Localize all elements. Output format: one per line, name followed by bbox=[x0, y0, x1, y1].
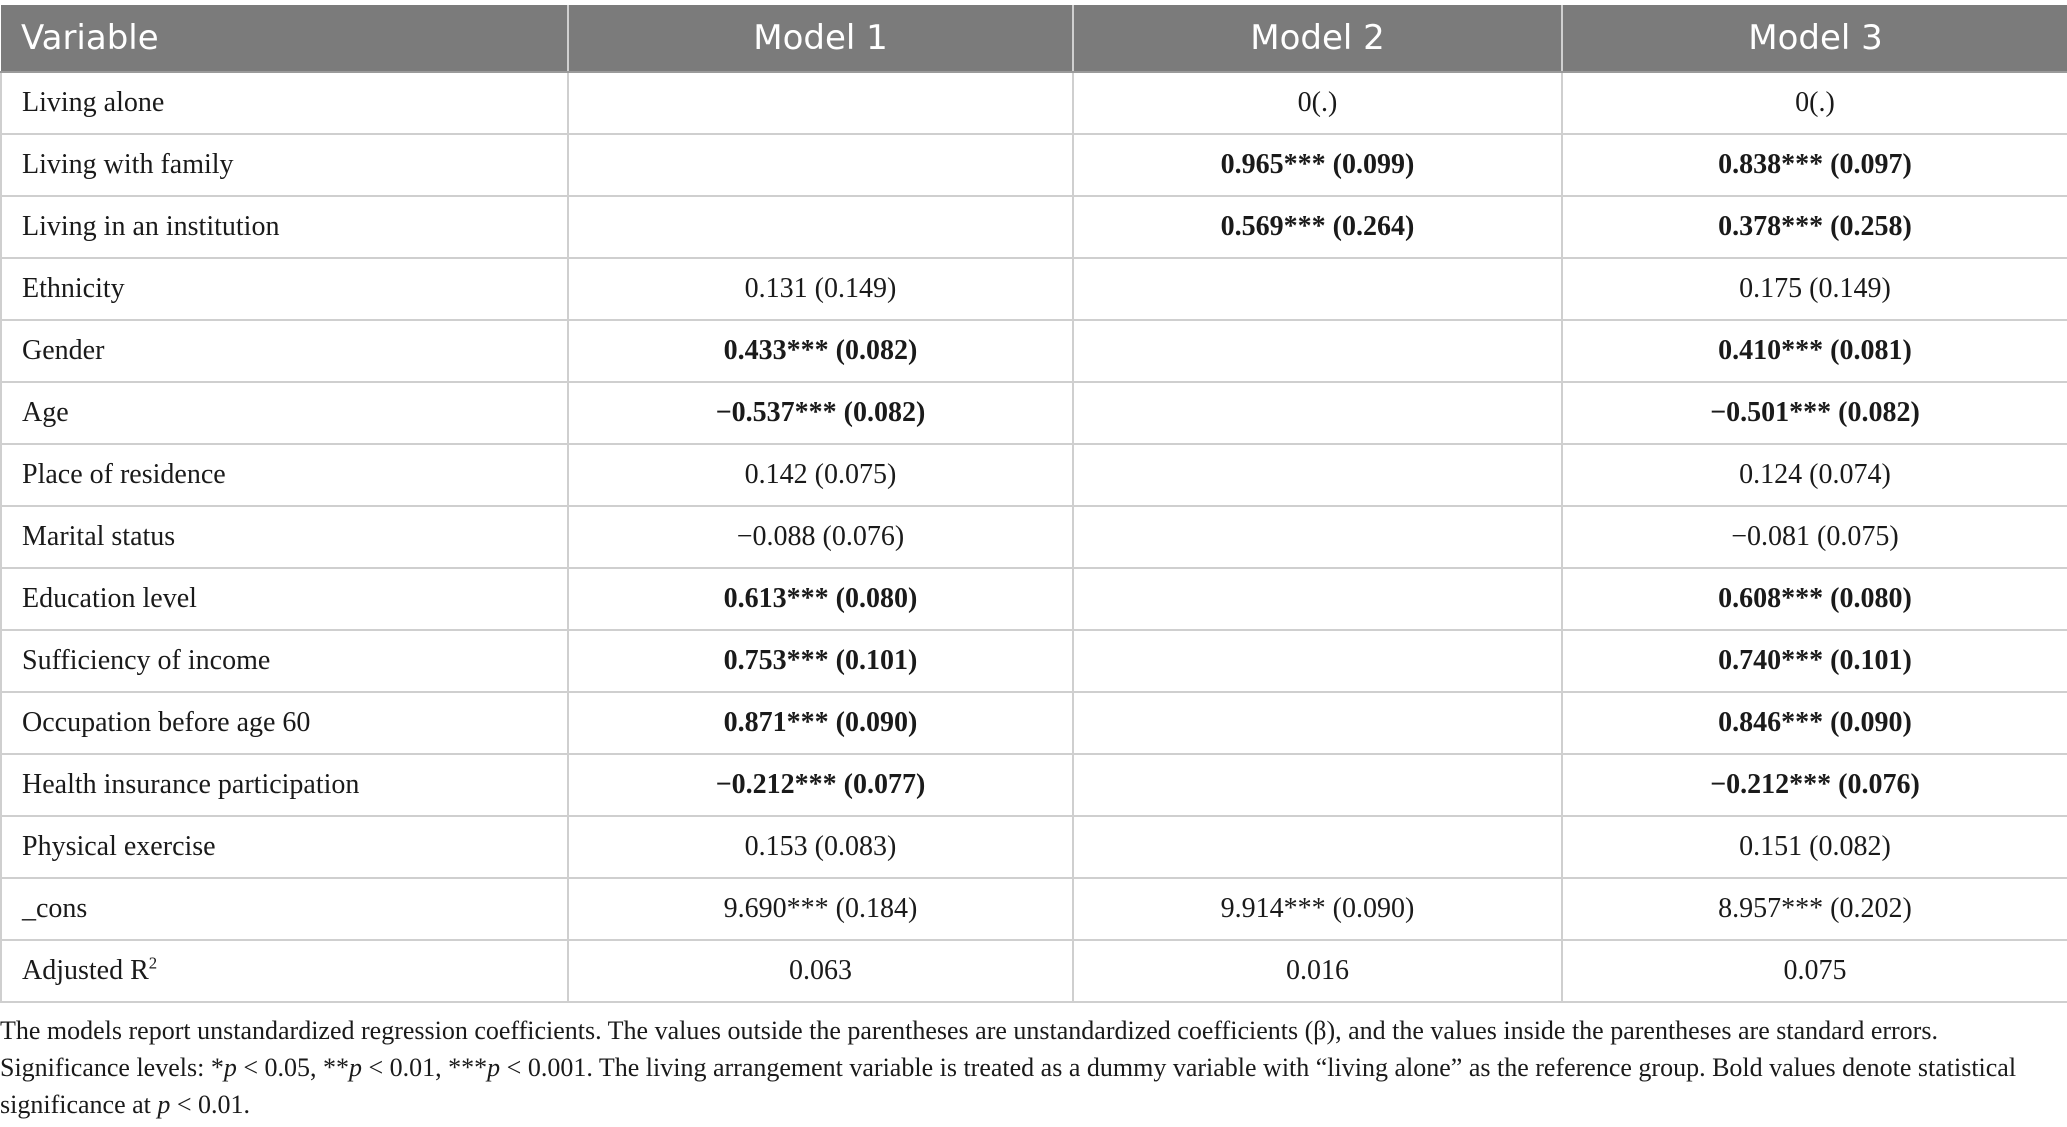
coefficient-cell-model-1: 0.871*** (0.090) bbox=[568, 692, 1073, 754]
coefficient-cell-model-1: 0.613*** (0.080) bbox=[568, 568, 1073, 630]
table-row bbox=[1, 444, 2067, 506]
coefficient-cell-model-3: 8.957*** (0.202) bbox=[1562, 878, 2067, 940]
coefficient-cell-model-1: 0.131 (0.149) bbox=[568, 258, 1073, 320]
footnote-line-2 bbox=[0, 1049, 2060, 1086]
coefficient-cell-model-1: 0.142 (0.075) bbox=[568, 444, 1073, 506]
adjusted-r2-model-3: 0.075 bbox=[1562, 940, 2067, 1002]
table-header-row bbox=[1, 5, 2067, 72]
table-row bbox=[1, 506, 2067, 568]
coefficient-cell-model-1: 0.753*** (0.101) bbox=[568, 630, 1073, 692]
row-label: Gender bbox=[1, 320, 568, 382]
row-label: Living with family bbox=[1, 134, 568, 196]
coefficient-cell-model-3: 0.846*** (0.090) bbox=[1562, 692, 2067, 754]
table-row-adjusted-r2 bbox=[1, 940, 2067, 1002]
coefficient-cell-model-2 bbox=[1073, 320, 1562, 382]
coefficient-cell-model-2 bbox=[1073, 816, 1562, 878]
row-label: Occupation before age 60 bbox=[1, 692, 568, 754]
table-row bbox=[1, 692, 2067, 754]
table-footnote bbox=[0, 1012, 2060, 1123]
table-row bbox=[1, 134, 2067, 196]
coefficient-cell-model-3: 0(.) bbox=[1562, 72, 2067, 134]
table-row bbox=[1, 754, 2067, 816]
coefficient-cell-model-3: 0.608*** (0.080) bbox=[1562, 568, 2067, 630]
footnote-line-1 bbox=[0, 1012, 2060, 1049]
coefficient-cell-model-3: −0.501*** (0.082) bbox=[1562, 382, 2067, 444]
coefficient-cell-model-3: 0.378*** (0.258) bbox=[1562, 196, 2067, 258]
coefficient-cell-model-1: 9.690*** (0.184) bbox=[568, 878, 1073, 940]
table-row bbox=[1, 816, 2067, 878]
adjusted-r2-label: Adjusted R bbox=[22, 955, 149, 986]
row-label: Ethnicity bbox=[1, 258, 568, 320]
coefficient-cell-model-1: −0.212*** (0.077) bbox=[568, 754, 1073, 816]
coefficient-cell-model-2 bbox=[1073, 382, 1562, 444]
coefficient-cell-model-3: 0.124 (0.074) bbox=[1562, 444, 2067, 506]
footnote-p-symbol: p bbox=[349, 1053, 362, 1082]
header-model-1: Model 1 bbox=[568, 5, 1073, 72]
adjusted-r2-superscript: 2 bbox=[148, 953, 158, 973]
row-label: Living alone bbox=[1, 72, 568, 134]
table-row bbox=[1, 320, 2067, 382]
table-body bbox=[1, 72, 2067, 1002]
coefficient-cell-model-1 bbox=[568, 196, 1073, 258]
coefficient-cell-model-2 bbox=[1073, 692, 1562, 754]
footnote-bold-note: significance at bbox=[0, 1090, 158, 1119]
adjusted-r2-model-2: 0.016 bbox=[1073, 940, 1562, 1002]
coefficient-cell-model-2: 0.965*** (0.099) bbox=[1073, 134, 1562, 196]
coefficient-cell-model-2: 0(.) bbox=[1073, 72, 1562, 134]
footnote-line-3 bbox=[0, 1086, 2060, 1123]
coefficient-cell-model-3: −0.081 (0.075) bbox=[1562, 506, 2067, 568]
coefficient-cell-model-1: −0.088 (0.076) bbox=[568, 506, 1073, 568]
row-label: Sufficiency of income bbox=[1, 630, 568, 692]
coefficient-cell-model-1: 0.153 (0.083) bbox=[568, 816, 1073, 878]
row-label: Health insurance participation bbox=[1, 754, 568, 816]
table-row bbox=[1, 382, 2067, 444]
header-model-3: Model 3 bbox=[1562, 5, 2067, 72]
table-row bbox=[1, 72, 2067, 134]
coefficient-cell-model-3: −0.212*** (0.076) bbox=[1562, 754, 2067, 816]
row-label-adjusted-r2 bbox=[1, 940, 568, 1002]
footnote-significance-prefix: Significance levels: * bbox=[0, 1053, 224, 1082]
coefficient-cell-model-2: 0.569*** (0.264) bbox=[1073, 196, 1562, 258]
header-model-2: Model 2 bbox=[1073, 5, 1562, 72]
coefficient-cell-model-3: 0.410*** (0.081) bbox=[1562, 320, 2067, 382]
footnote-p-symbol: p bbox=[223, 1053, 237, 1082]
coefficient-cell-model-2 bbox=[1073, 444, 1562, 506]
table-row bbox=[1, 196, 2067, 258]
row-label: Living in an institution bbox=[1, 196, 568, 258]
coefficient-cell-model-1 bbox=[568, 134, 1073, 196]
table-row bbox=[1, 630, 2067, 692]
table-row bbox=[1, 258, 2067, 320]
coefficient-cell-model-2: 9.914*** (0.090) bbox=[1073, 878, 1562, 940]
coefficient-cell-model-1 bbox=[568, 72, 1073, 134]
regression-table bbox=[0, 5, 2067, 1003]
coefficient-cell-model-3: 0.175 (0.149) bbox=[1562, 258, 2067, 320]
footnote-significance-01: < 0.01, *** bbox=[362, 1053, 488, 1082]
footnote-bold-threshold: < 0.01. bbox=[170, 1090, 251, 1119]
footnote-p-symbol: p bbox=[487, 1053, 501, 1082]
coefficient-cell-model-2 bbox=[1073, 630, 1562, 692]
coefficient-cell-model-3: 0.740*** (0.101) bbox=[1562, 630, 2067, 692]
regression-table-container bbox=[0, 5, 2067, 1003]
row-label: Marital status bbox=[1, 506, 568, 568]
row-label: Place of residence bbox=[1, 444, 568, 506]
footnote-text-1: The models report unstandardized regression coefficients. The values outside the parentheses are unstandardized coefficients (β), and the values inside the parentheses are standard errors. bbox=[0, 1016, 1938, 1045]
coefficient-cell-model-3: 0.151 (0.082) bbox=[1562, 816, 2067, 878]
row-label: Age bbox=[1, 382, 568, 444]
coefficient-cell-model-1: −0.537*** (0.082) bbox=[568, 382, 1073, 444]
coefficient-cell-model-2 bbox=[1073, 568, 1562, 630]
footnote-significance-001: < 0.001. The living arrangement variable is treated as a dummy variable with “living alone” as the reference group. Bold values denote statistical bbox=[500, 1053, 2017, 1082]
row-label: _cons bbox=[1, 878, 568, 940]
coefficient-cell-model-2 bbox=[1073, 754, 1562, 816]
footnote-significance-05: < 0.05, ** bbox=[236, 1053, 349, 1082]
adjusted-r2-model-1: 0.063 bbox=[568, 940, 1073, 1002]
coefficient-cell-model-3: 0.838*** (0.097) bbox=[1562, 134, 2067, 196]
table-row bbox=[1, 878, 2067, 940]
header-variable: Variable bbox=[1, 5, 568, 72]
row-label: Education level bbox=[1, 568, 568, 630]
coefficient-cell-model-1: 0.433*** (0.082) bbox=[568, 320, 1073, 382]
coefficient-cell-model-2 bbox=[1073, 258, 1562, 320]
coefficient-cell-model-2 bbox=[1073, 506, 1562, 568]
table-row bbox=[1, 568, 2067, 630]
footnote-p-symbol: p bbox=[157, 1090, 171, 1119]
row-label: Physical exercise bbox=[1, 816, 568, 878]
